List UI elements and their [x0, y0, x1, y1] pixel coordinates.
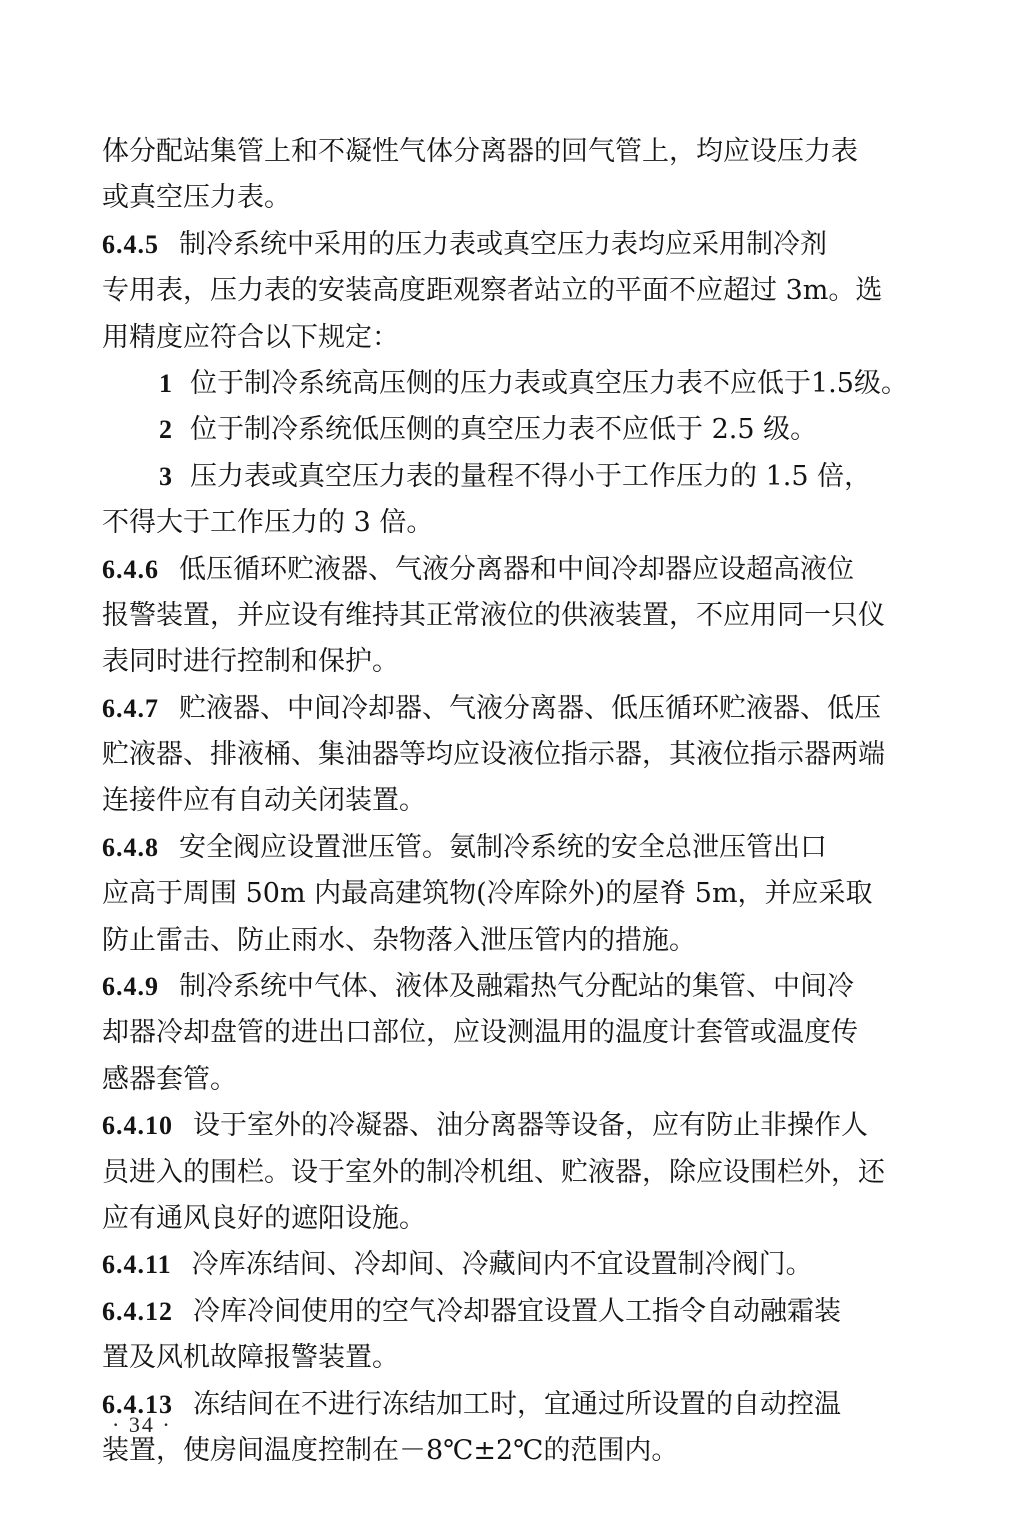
- line-text: 表同时进行控制和保护。: [102, 646, 399, 678]
- text-line: [102, 593, 930, 639]
- text-line: [102, 268, 930, 314]
- line-text: 冻结间在不进行冻结加工时，宜通过所设置的自动控温: [193, 1388, 841, 1420]
- line-text: 却器冷却盘管的进出口部位，应设测温用的温度计套管或温度传: [102, 1017, 858, 1049]
- text-line: [102, 500, 930, 546]
- clause-6-4-9: [102, 964, 930, 1010]
- line-text: 员进入的围栏。设于室外的制冷机组、贮液器，除应设围栏外，还: [102, 1156, 885, 1188]
- text-line: [102, 1057, 930, 1103]
- clause-number: 6.4.11: [102, 1250, 172, 1280]
- clause-number: 6.4.12: [102, 1296, 173, 1326]
- clause-6-4-8: [102, 825, 930, 871]
- document-body: [102, 129, 930, 1474]
- line-text: 设于室外的冷凝器、油分离器等设备，应有防止非操作人: [193, 1110, 868, 1142]
- text-line: [102, 1335, 930, 1381]
- line-text: 贮液器、排液桶、集油器等均应设液位指示器，其液位指示器两端: [102, 739, 885, 771]
- text-line: [102, 778, 930, 824]
- text-line: [102, 1428, 930, 1474]
- line-text: 感器套管。: [102, 1063, 237, 1095]
- clause-6-4-5: [102, 222, 930, 268]
- line-text: 制冷系统中采用的压力表或真空压力表均应采用制冷剂: [179, 228, 827, 260]
- line-text: 位于制冷系统低压侧的真空压力表不应低于 2.5 级。: [190, 414, 818, 446]
- line-text: 压力表或真空压力表的量程不得小于工作压力的 1.5 倍，: [190, 460, 872, 492]
- line-text: 不得大于工作压力的 3 倍。: [102, 507, 434, 539]
- line-text: 置及风机故障报警装置。: [102, 1342, 399, 1374]
- clause-number: 6.4.5: [102, 229, 159, 259]
- clause-6-4-6: [102, 547, 930, 593]
- clause-number: 6.4.8: [102, 832, 159, 862]
- line-text: 低压循环贮液器、气液分离器和中间冷却器应设超高液位: [179, 553, 854, 585]
- list-item-3: [102, 454, 930, 500]
- text-line: [102, 1196, 930, 1242]
- clause-number: 6.4.10: [102, 1111, 173, 1141]
- line-text: 应有通风良好的遮阳设施。: [102, 1202, 426, 1234]
- list-item-1: [102, 361, 930, 407]
- clause-number: 6.4.9: [102, 972, 159, 1002]
- clause-6-4-10: [102, 1103, 930, 1149]
- item-number: 2: [159, 415, 172, 445]
- text-line: [102, 175, 930, 221]
- item-number: 1: [159, 368, 172, 398]
- line-text: 防止雷击、防止雨水、杂物落入泄压管内的措施。: [102, 924, 696, 956]
- text-line: [102, 871, 930, 917]
- clause-number: 6.4.7: [102, 693, 159, 723]
- line-text: 报警装置，并应设有维持其正常液位的供液装置，不应用同一只仪: [102, 599, 885, 631]
- text-line: [102, 129, 930, 175]
- line-text: 连接件应有自动关闭装置。: [102, 785, 426, 817]
- line-text: 位于制冷系统高压侧的压力表或真空压力表不应低于1.5级。: [190, 367, 908, 399]
- list-item-2: [102, 407, 930, 453]
- item-number: 3: [159, 461, 172, 491]
- line-text: 装置，使房间温度控制在－8℃±2℃的范围内。: [102, 1434, 679, 1466]
- line-text: 专用表，压力表的安装高度距观察者站立的平面不应超过 3m。选: [102, 275, 883, 307]
- line-text: 应高于周围 50m 内最高建筑物(冷库除外)的屋脊 5m，并应采取: [102, 878, 873, 910]
- text-line: [102, 1010, 930, 1056]
- line-text: 体分配站集管上和不凝性气体分离器的回气管上，均应设压力表: [102, 136, 858, 167]
- clause-6-4-7: [102, 686, 930, 732]
- line-text: 贮液器、中间冷却器、气液分离器、低压循环贮液器、低压: [179, 692, 881, 724]
- text-line: [102, 918, 930, 964]
- clause-6-4-11: [102, 1242, 930, 1288]
- clause-number: 6.4.13: [102, 1389, 173, 1419]
- text-line: [102, 732, 930, 778]
- line-text: 用精度应符合以下规定：: [102, 321, 399, 353]
- line-text: 冷库冷间使用的空气冷却器宜设置人工指令自动融霜装: [193, 1295, 841, 1327]
- text-line: [102, 639, 930, 685]
- page-number: · 34 ·: [112, 1412, 172, 1437]
- line-text: 安全阀应设置泄压管。氨制冷系统的安全总泄压管出口: [179, 831, 827, 863]
- clause-6-4-12: [102, 1289, 930, 1335]
- clause-6-4-13: [102, 1382, 930, 1428]
- line-text: 或真空压力表。: [102, 182, 291, 214]
- line-text: 制冷系统中气体、液体及融霜热气分配站的集管、中间冷: [179, 971, 854, 1003]
- text-line: [102, 315, 930, 361]
- clause-number: 6.4.6: [102, 554, 159, 584]
- line-text: 冷库冻结间、冷却间、冷藏间内不宜设置制冷阀门。: [191, 1249, 813, 1281]
- text-line: [102, 1150, 930, 1196]
